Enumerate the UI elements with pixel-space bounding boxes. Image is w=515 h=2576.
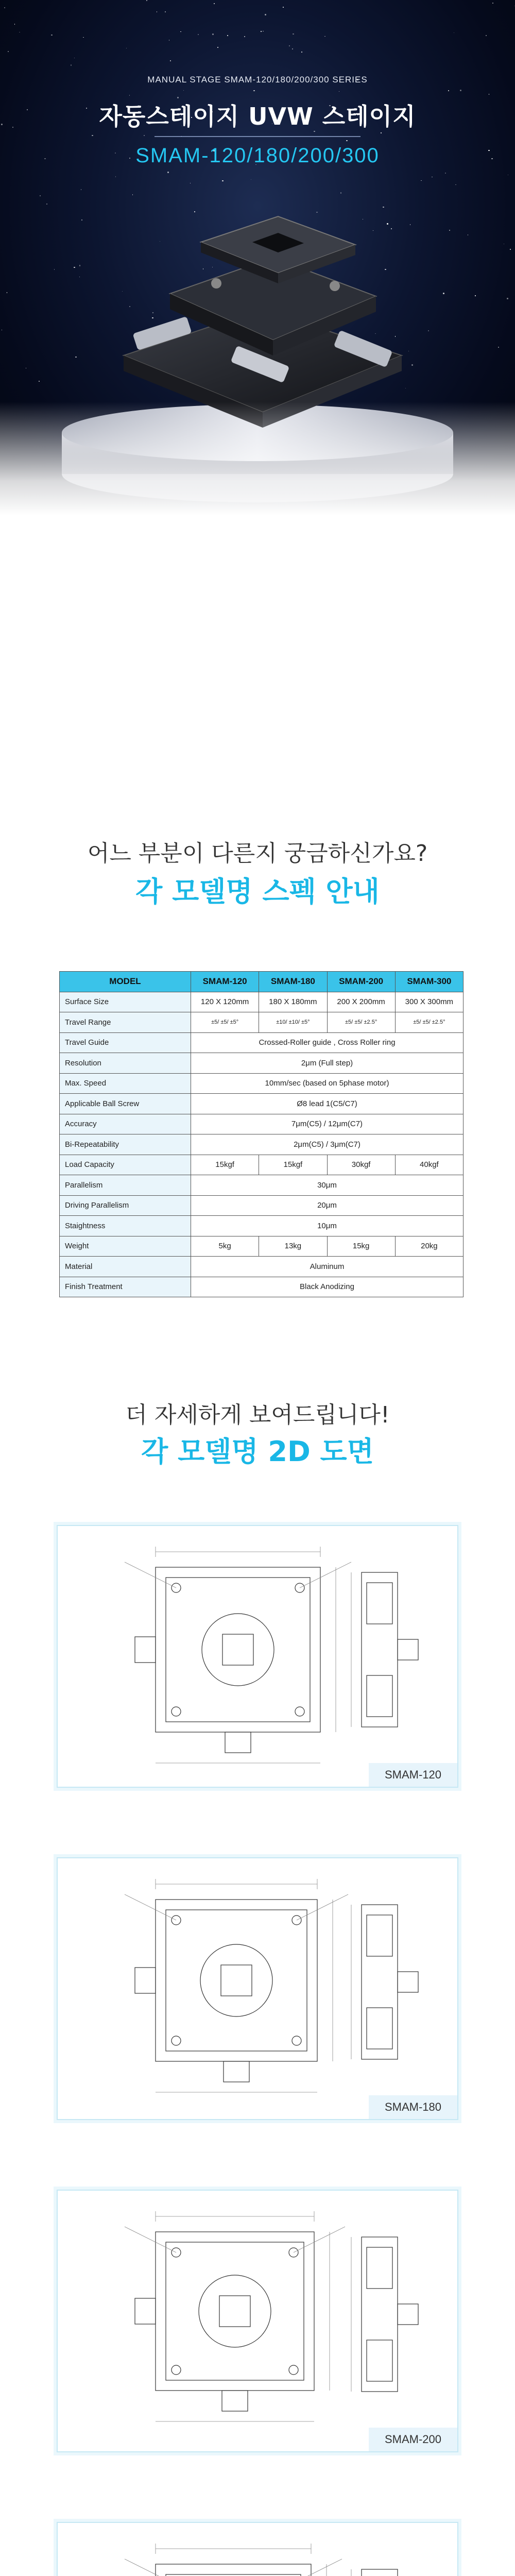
cell: ±5/ ±5/ ±5° bbox=[191, 1012, 259, 1033]
table-row bbox=[60, 1032, 464, 1053]
cell: 40kgf bbox=[395, 1155, 463, 1175]
cell: 10μm bbox=[191, 1216, 464, 1236]
technical-drawing bbox=[58, 1858, 457, 2119]
header-smam-200: SMAM-200 bbox=[327, 972, 395, 992]
row-label: Travel Range bbox=[60, 1012, 191, 1033]
table-header-row bbox=[60, 972, 464, 992]
table-row bbox=[60, 1277, 464, 1297]
hero-model-name: SMAM-120/180/200/300 bbox=[135, 144, 380, 167]
drawing-model-label: SMAM-200 bbox=[369, 2428, 457, 2451]
cell: 13kg bbox=[259, 1236, 327, 1257]
row-label: Finish Treatment bbox=[60, 1277, 191, 1297]
drawing-card-smam-120 bbox=[57, 1525, 458, 1788]
table-row bbox=[60, 992, 464, 1012]
spec-question: 어느 부분이 다른지 궁금하신가요? bbox=[87, 840, 428, 867]
drawing-model-label: SMAM-180 bbox=[369, 2095, 457, 2119]
drawing-card-smam-180 bbox=[57, 1857, 458, 2120]
spec-table bbox=[59, 971, 464, 1297]
drawings-question: 더 자세하게 보여드립니다! bbox=[125, 1402, 390, 1428]
row-label: Bi-Repeatability bbox=[60, 1134, 191, 1155]
row-label: Parallelism bbox=[60, 1175, 191, 1196]
cell: Crossed-Roller guide , Cross Roller ring bbox=[191, 1032, 464, 1053]
spec-heading: 각 모델명 스펙 안내 bbox=[135, 875, 380, 908]
cell: 200 X 200mm bbox=[327, 992, 395, 1012]
cell: 15kgf bbox=[191, 1155, 259, 1175]
drawing-card-smam-200 bbox=[57, 2190, 458, 2452]
technical-drawing bbox=[58, 1526, 457, 1787]
cell: ±5/ ±5/ ±2.5° bbox=[327, 1012, 395, 1033]
drawings-heading: 각 모델명 2D 도면 bbox=[141, 1435, 374, 1468]
table-row bbox=[60, 1012, 464, 1033]
row-label: Staightness bbox=[60, 1216, 191, 1236]
cell: Aluminum bbox=[191, 1257, 464, 1277]
table-row bbox=[60, 1134, 464, 1155]
table-row bbox=[60, 1216, 464, 1236]
cell: 15kg bbox=[327, 1236, 395, 1257]
drawing-card-smam-300 bbox=[57, 2522, 458, 2576]
table-row bbox=[60, 1094, 464, 1114]
row-label: Applicable Ball Screw bbox=[60, 1094, 191, 1114]
header-smam-300: SMAM-300 bbox=[395, 972, 463, 992]
cell: 120 X 120mm bbox=[191, 992, 259, 1012]
cell: 7μm(C5) / 12μm(C7) bbox=[191, 1114, 464, 1134]
table-row bbox=[60, 1053, 464, 1074]
drawing-model-label: SMAM-120 bbox=[369, 1763, 457, 1787]
row-label: Accuracy bbox=[60, 1114, 191, 1134]
table-row bbox=[60, 1195, 464, 1216]
row-label: Weight bbox=[60, 1236, 191, 1257]
cell: 30kgf bbox=[327, 1155, 395, 1175]
cell: 2μm (Full step) bbox=[191, 1053, 464, 1074]
table-row bbox=[60, 1073, 464, 1094]
cell: ±10/ ±10/ ±5° bbox=[259, 1012, 327, 1033]
cell: 5kg bbox=[191, 1236, 259, 1257]
cell: 30μm bbox=[191, 1175, 464, 1196]
header-smam-180: SMAM-180 bbox=[259, 972, 327, 992]
cell: 20μm bbox=[191, 1195, 464, 1216]
cell: 15kgf bbox=[259, 1155, 327, 1175]
row-label: Material bbox=[60, 1257, 191, 1277]
header-model: MODEL bbox=[60, 972, 191, 992]
cell: 20kg bbox=[395, 1236, 463, 1257]
hero-series-text: MANUAL STAGE SMAM-120/180/200/300 SERIES bbox=[147, 75, 368, 84]
hero-fade bbox=[0, 402, 515, 515]
row-label: Driving Parallelism bbox=[60, 1195, 191, 1216]
header-smam-120: SMAM-120 bbox=[191, 972, 259, 992]
row-label: Load Capacity bbox=[60, 1155, 191, 1175]
cell: 10mm/sec (based on 5phase motor) bbox=[191, 1073, 464, 1094]
row-label: Travel Guide bbox=[60, 1032, 191, 1053]
row-label: Surface Size bbox=[60, 992, 191, 1012]
hero-divider bbox=[154, 136, 360, 137]
cell: Black Anodizing bbox=[191, 1277, 464, 1297]
hero-banner bbox=[0, 0, 515, 515]
cell: 2μm(C5) / 3μm(C7) bbox=[191, 1134, 464, 1155]
row-label: Resolution bbox=[60, 1053, 191, 1074]
cell: ±5/ ±5/ ±2.5° bbox=[395, 1012, 463, 1033]
table-row bbox=[60, 1175, 464, 1196]
table-row bbox=[60, 1155, 464, 1175]
cell: 300 X 300mm bbox=[395, 992, 463, 1012]
table-row bbox=[60, 1114, 464, 1134]
technical-drawing bbox=[58, 2523, 457, 2576]
cell: 180 X 180mm bbox=[259, 992, 327, 1012]
row-label: Max. Speed bbox=[60, 1073, 191, 1094]
table-row bbox=[60, 1257, 464, 1277]
cell: Ø8 lead 1(C5/C7) bbox=[191, 1094, 464, 1114]
hero-title: 자동스테이지 UVW 스테이지 bbox=[99, 103, 416, 130]
technical-drawing bbox=[58, 2191, 457, 2451]
table-row bbox=[60, 1236, 464, 1257]
